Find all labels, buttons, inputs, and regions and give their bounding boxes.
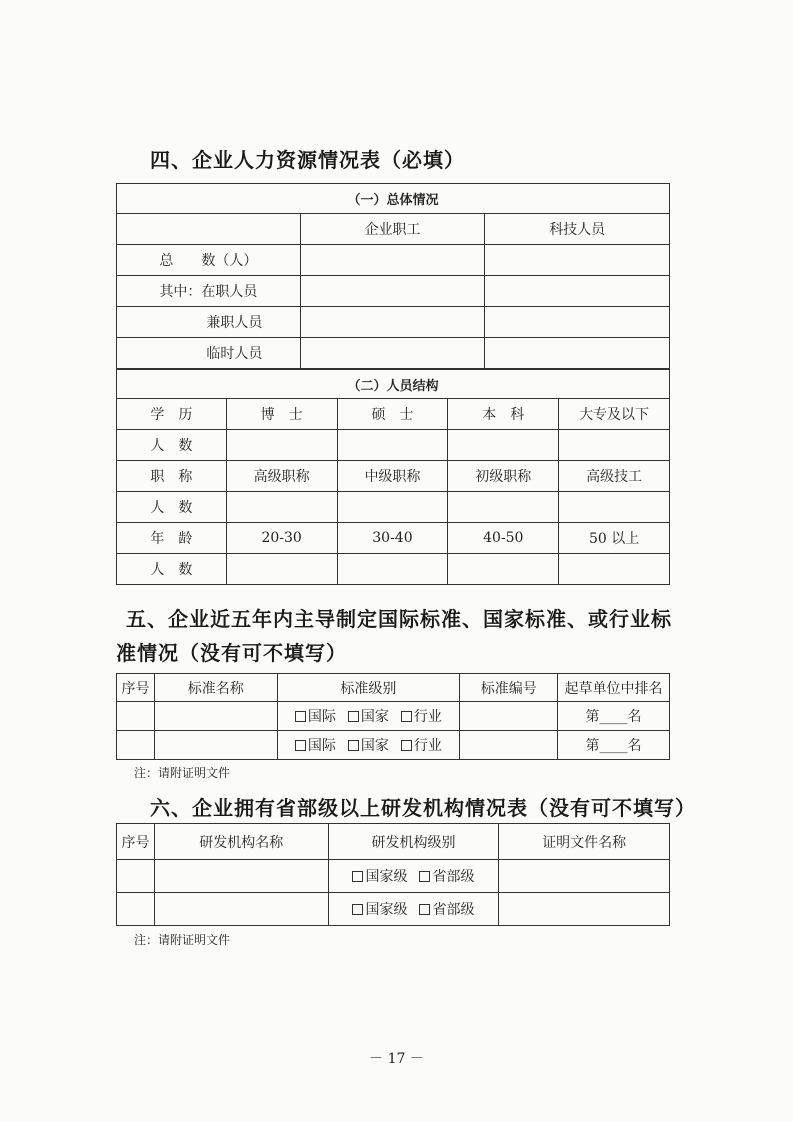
row-among: 其中：在职人员 [117, 276, 301, 307]
rd-col-level: 研发机构级别 [328, 824, 499, 860]
hr-overview-table [116, 183, 670, 369]
age-count-label: 人 数 [117, 554, 227, 585]
age-30-40: 30-40 [337, 523, 448, 554]
checkbox-national[interactable] [348, 709, 389, 725]
checkbox-provincial-level[interactable] [419, 902, 474, 918]
section4-title: 四、企业人力资源情况表（必填） [150, 148, 465, 172]
option-label: 国际 [307, 709, 336, 725]
rd-col-cert: 证明文件名称 [499, 824, 670, 860]
section5-note: 注：请附证明文件 [134, 766, 231, 780]
age-count-cell[interactable] [448, 554, 559, 585]
section5-title-line2: 准情况（没有可不填写） [116, 641, 347, 665]
checkbox-industry[interactable] [401, 709, 442, 725]
edu-master: 硕 士 [337, 399, 448, 430]
checkbox-international[interactable] [295, 738, 336, 754]
age-40-50: 40-50 [448, 523, 559, 554]
edu-count-cell[interactable] [226, 430, 337, 461]
option-label: 省部级 [432, 902, 475, 918]
temp-tech-cell[interactable] [485, 338, 670, 369]
age-50-plus: 50 以上 [559, 523, 670, 554]
checkbox-icon [401, 711, 412, 722]
edu-phd: 博 士 [226, 399, 337, 430]
age-count-cell[interactable] [337, 554, 448, 585]
std-level-options [277, 731, 460, 760]
title-label: 职 称 [117, 461, 227, 492]
option-label: 国家级 [365, 869, 408, 885]
checkbox-icon [348, 740, 359, 751]
option-label: 国家 [360, 738, 389, 754]
title-count-label: 人 数 [117, 492, 227, 523]
page-number: － 17 － [369, 1051, 424, 1067]
title-technician: 高级技工 [559, 461, 670, 492]
empty-cell [117, 214, 301, 245]
option-label: 国家 [360, 709, 389, 725]
checkbox-icon [419, 904, 430, 915]
checkbox-icon [352, 904, 363, 915]
edu-count-cell[interactable] [559, 430, 670, 461]
section5-title-line1: 五、企业近五年内主导制定国际标准、国家标准、或行业标 [126, 607, 672, 631]
option-label: 行业 [413, 738, 442, 754]
rd-institutions-table [116, 823, 670, 926]
checkbox-icon [419, 871, 430, 882]
fulltime-staff-cell[interactable] [300, 276, 485, 307]
parttime-staff-cell[interactable] [300, 307, 485, 338]
section6-note: 注：请附证明文件 [134, 933, 231, 947]
std-col-rank: 起草单位中排名 [558, 674, 670, 702]
edu-count-cell[interactable] [337, 430, 448, 461]
section6-title: 六、企业拥有省部级以上研发机构情况表（没有可不填写） [150, 796, 696, 820]
total-staff-cell[interactable] [300, 245, 485, 276]
std-rank-cell[interactable]: 第____名 [558, 702, 670, 731]
edu-college: 大专及以下 [559, 399, 670, 430]
standards-table [116, 673, 670, 760]
checkbox-icon [352, 871, 363, 882]
checkbox-international[interactable] [295, 709, 336, 725]
title-count-cell[interactable] [559, 492, 670, 523]
std-rank-cell[interactable]: 第____名 [558, 731, 670, 760]
temp-staff-cell[interactable] [300, 338, 485, 369]
std-col-name: 标准名称 [154, 674, 277, 702]
edu-count-cell[interactable] [448, 430, 559, 461]
option-label: 行业 [413, 709, 442, 725]
row-parttime: 兼职人员 [117, 307, 301, 338]
checkbox-icon [401, 740, 412, 751]
std-col-level: 标准级别 [277, 674, 460, 702]
hr-structure-table [116, 369, 670, 585]
rd-name-cell[interactable] [154, 893, 328, 926]
checkbox-icon [348, 711, 359, 722]
rd-name-cell[interactable] [154, 860, 328, 893]
col-tech: 科技人员 [485, 214, 670, 245]
rd-cert-cell[interactable] [499, 893, 670, 926]
std-code-cell[interactable] [460, 702, 558, 731]
structure-header: （二）人员结构 [117, 370, 670, 399]
rd-level-options [328, 893, 499, 926]
edu-bachelor: 本 科 [448, 399, 559, 430]
overview-header: （一）总体情况 [117, 184, 670, 214]
std-no-cell[interactable] [117, 702, 155, 731]
edu-count-label: 人 数 [117, 430, 227, 461]
std-col-code: 标准编号 [460, 674, 558, 702]
checkbox-icon [295, 740, 306, 751]
rd-col-no: 序号 [117, 824, 155, 860]
option-label: 国家级 [365, 902, 408, 918]
std-name-cell[interactable] [154, 731, 277, 760]
rd-col-name: 研发机构名称 [154, 824, 328, 860]
std-name-cell[interactable] [154, 702, 277, 731]
checkbox-industry[interactable] [401, 738, 442, 754]
age-count-cell[interactable] [559, 554, 670, 585]
rd-cert-cell[interactable] [499, 860, 670, 893]
title-junior: 初级职称 [448, 461, 559, 492]
option-label: 省部级 [432, 869, 475, 885]
age-count-cell[interactable] [226, 554, 337, 585]
title-mid: 中级职称 [337, 461, 448, 492]
age-label: 年 龄 [117, 523, 227, 554]
row-total: 总 数（人） [117, 245, 301, 276]
std-code-cell[interactable] [460, 731, 558, 760]
title-count-cell[interactable] [448, 492, 559, 523]
title-count-cell[interactable] [226, 492, 337, 523]
option-label: 国际 [307, 738, 336, 754]
checkbox-icon [295, 711, 306, 722]
title-senior: 高级职称 [226, 461, 337, 492]
checkbox-provincial-level[interactable] [419, 869, 474, 885]
fulltime-tech-cell[interactable] [485, 276, 670, 307]
std-level-options [277, 702, 460, 731]
row-temp: 临时人员 [117, 338, 301, 369]
parttime-tech-cell[interactable] [485, 307, 670, 338]
edu-label: 学 历 [117, 399, 227, 430]
checkbox-national-level[interactable] [352, 869, 407, 885]
col-staff: 企业职工 [300, 214, 485, 245]
total-tech-cell[interactable] [485, 245, 670, 276]
checkbox-national[interactable] [348, 738, 389, 754]
title-count-cell[interactable] [337, 492, 448, 523]
rd-no-cell[interactable] [117, 860, 155, 893]
checkbox-national-level[interactable] [352, 902, 407, 918]
age-20-30: 20-30 [226, 523, 337, 554]
rd-no-cell[interactable] [117, 893, 155, 926]
std-no-cell[interactable] [117, 731, 155, 760]
std-col-no: 序号 [117, 674, 155, 702]
rd-level-options [328, 860, 499, 893]
